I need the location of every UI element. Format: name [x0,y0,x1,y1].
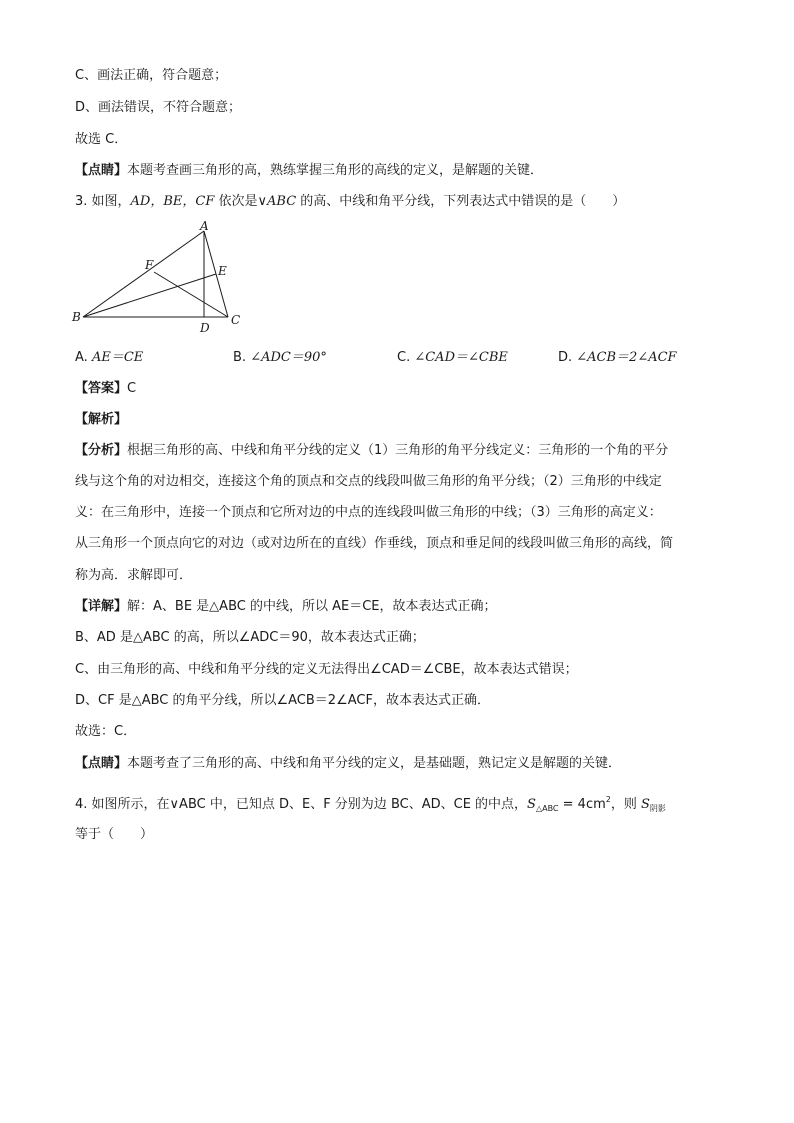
q3-detail-line-2: B、AD 是△ABC 的高，所以∠ADC＝90，故本表达式正确； [75,630,425,645]
q4-area-superscript: 2 [605,795,611,804]
q3-fenxi-line-2: 线与这个角的对边相交，连接这个角的顶点和交点的线段叫做三角形的角平分线；（2）三角形的中线定 [75,474,662,489]
q3-detail-line-3: C、由三角形的高、中线和角平分线的定义无法得出∠CAD＝∠CBE，故本表达式错误； [75,662,578,677]
q2-comment [75,162,543,180]
fenxi-tag: 【分析】 [75,443,128,458]
q2-comment-tag: 【点睛】 [75,163,128,178]
q3-mid: 依次是 [214,194,258,209]
q4-area-subscript: △ABC [535,804,559,813]
answer-tag: 【答案】 [75,381,128,396]
fenxi-text: 根据三角形的高、中线和角平分线的定义（1）三角形的角平分线定义：三角形的一个角的平分 [127,443,669,458]
q3-option-d [558,349,677,367]
q2-comment-text: 本题考查画三角形的高，熟练掌握三角形的高线的定义，是解题的关键． [127,163,544,178]
label-e: E [218,264,227,278]
q3-option-b [233,349,327,367]
detail-text: 解：A、BE 是△ABC 的中线，所以 AE＝CE，故本表达式正确； [127,599,497,614]
q3-detail-line-1 [75,598,497,616]
option-text: AE＝CE [91,350,144,365]
triangle-figure [70,220,250,340]
option-text: ∠ADC＝90° [250,350,327,365]
q3-prefix: 3. 如图， [75,194,131,209]
q3-answer [75,380,136,398]
option-label: D. [558,350,577,365]
q3-analysis-tag: 【解析】 [75,412,128,427]
q2-choose-text: 故选 C． [75,132,128,147]
option-text: ∠CAD＝∠CBE [414,350,508,365]
q3-fenxi-line-3: 义：在三角形中，连接一个顶点和它所对边的中点的连线段叫做三角形的中线；（3）三角形的高定义： [75,505,662,520]
q3-choose-text: 故选：C． [75,724,137,739]
option-label: A. [75,350,92,365]
q4-stem-line-1 [75,791,666,818]
q2-option-d-text: D、画法错误，不符合题意； [75,100,242,115]
q3-option-a [75,349,143,367]
option-label: B. [233,350,251,365]
label-d: D [200,321,210,335]
option-label: C. [397,350,415,365]
q3-segments: AD，BE，CF [130,194,215,209]
label-b: B [72,310,81,324]
q4-then: ，则 [610,797,641,812]
q3-fenxi-line-5: 称为高．求解即可． [75,568,193,583]
q4-shade-symbol: S [641,797,650,812]
comment-text: 本题考查了三角形的高、中线和角平分线的定义，是基础题，熟记定义是解题的关键． [127,756,622,771]
comment-tag: 【点睛】 [75,756,128,771]
label-f: F [145,258,154,272]
detail-tag: 【详解】 [75,599,128,614]
label-a: A [200,220,209,233]
q4-stem-line-2: 等于（ ） [75,827,154,842]
q3-rest: 的高、中线和角平分线，下列表达式中错误的是（ ） [296,194,626,209]
label-c: C [231,313,241,327]
q3-triangle: ∨ABC [257,194,297,209]
option-text: ∠ACB＝2∠ACF [576,350,677,365]
q3-option-c [397,349,508,367]
q3-comment [75,755,621,773]
q2-option-c-text: C、画法正确，符合题意； [75,68,228,83]
q3-fenxi-line-4: 从三角形一个顶点向它的对边（或对边所在的直线）作垂线，顶点和垂足间的线段叫做三角形的高线，简 [75,536,674,551]
q4-shade-subscript: 阴影 [649,804,666,813]
q3-fenxi-line-1 [75,442,668,460]
q3-stem [75,193,625,211]
q4-area-symbol: S [527,797,536,812]
q3-detail-line-4: D、CF 是△ABC 的角平分线，所以∠ACB＝2∠ACF，故本表达式正确． [75,693,490,708]
q4-area-value: = 4cm [558,797,606,812]
answer-value: C [127,381,137,396]
q4-text: 4. 如图所示，在∨ABC 中，已知点 D、E、F 分别为边 BC、AD、CE 的中点， [75,797,528,812]
